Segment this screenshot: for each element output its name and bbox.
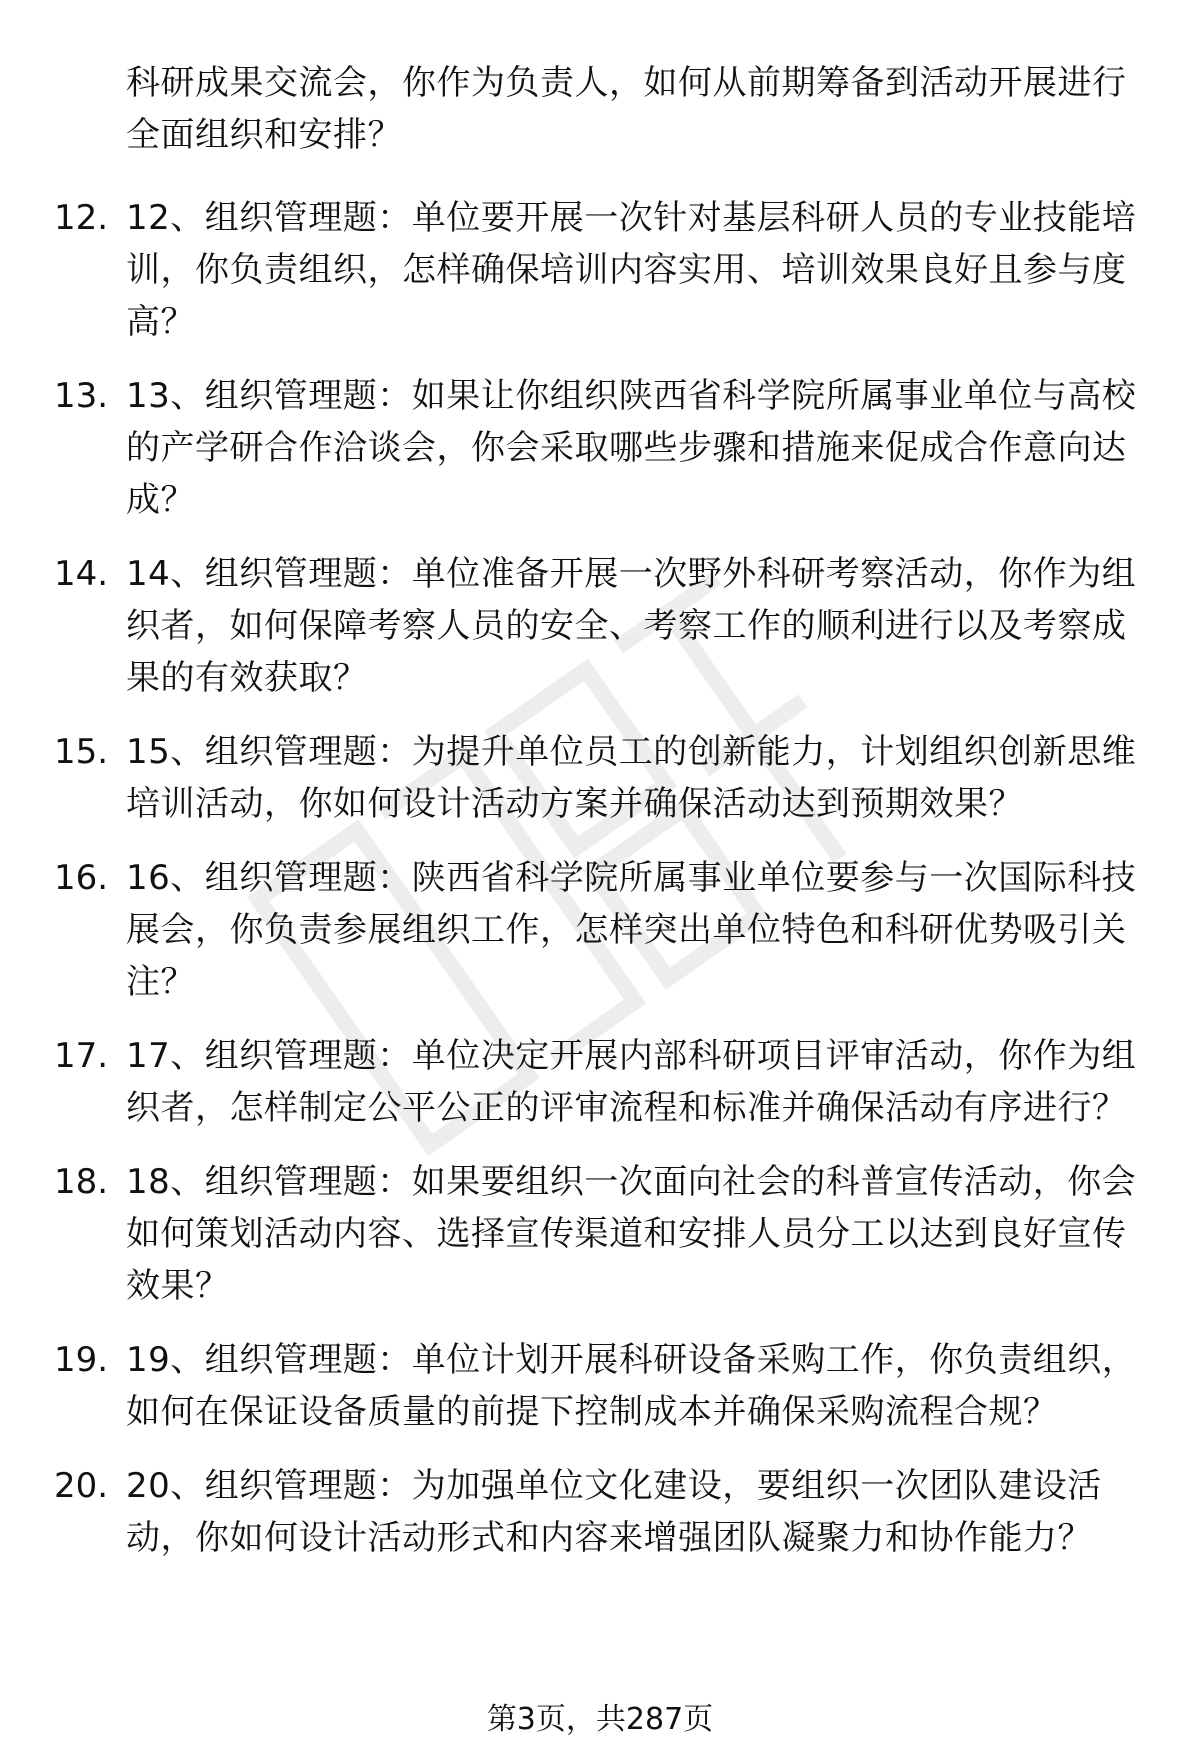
question-item — [0, 548, 1200, 704]
question-text: 12、组织管理题：单位要开展一次针对基层科研人员的专业技能培训，你负责组织，怎样确保培训内容实用、培训效果良好且参与度高？ — [126, 198, 1137, 342]
question-number: 12. — [54, 198, 109, 238]
question-text: 14、组织管理题：单位准备开展一次野外科研考察活动，你作为组织者，如何保障考察人员的安全、考察工作的顺利进行以及考察成果的有效获取？ — [126, 554, 1137, 698]
page-footer: 第3页，共287页 — [486, 1702, 714, 1737]
question-text: 16、组织管理题：陕西省科学院所属事业单位要参与一次国际科技展会，你负责参展组织工作，怎样突出单位特色和科研优势吸引关注？ — [126, 858, 1137, 1002]
question-number: 13. — [54, 376, 109, 416]
question-text: 19、组织管理题：单位计划开展科研设备采购工作，你负责组织，如何在保证设备质量的前提下控制成本并确保采购流程合规？ — [126, 1340, 1137, 1432]
question-item — [0, 370, 1200, 526]
question-item — [0, 726, 1200, 830]
question-item — [0, 852, 1200, 1008]
question-item — [0, 1334, 1200, 1438]
continuation-text: 科研成果交流会，你作为负责人，如何从前期筹备到活动开展进行全面组织和安排？ — [126, 63, 1127, 155]
question-number: 17. — [54, 1036, 109, 1076]
question-number: 18. — [54, 1162, 109, 1202]
question-number: 19. — [54, 1340, 109, 1380]
question-text: 18、组织管理题：如果要组织一次面向社会的科普宣传活动，你会如何策划活动内容、选择宣传渠道和安排人员分工以达到良好宣传效果？ — [126, 1162, 1137, 1306]
question-text: 13、组织管理题：如果让你组织陕西省科学院所属事业单位与高校的产学研合作洽谈会，你会采取哪些步骤和措施来促成合作意向达成？ — [126, 376, 1137, 520]
question-item — [0, 192, 1200, 348]
question-item — [0, 1460, 1200, 1564]
question-text: 17、组织管理题：单位决定开展内部科研项目评审活动，你作为组织者，怎样制定公平公正的评审流程和标准并确保活动有序进行？ — [126, 1036, 1137, 1128]
question-list — [0, 192, 1200, 1586]
question-number: 20. — [54, 1466, 109, 1506]
question-item — [0, 1156, 1200, 1312]
question-number: 14. — [54, 554, 109, 594]
question-text: 20、组织管理题：为加强单位文化建设，要组织一次团队建设活动，你如何设计活动形式和内容来增强团队凝聚力和协作能力？ — [126, 1466, 1102, 1558]
question-item — [0, 1030, 1200, 1134]
question-number: 15. — [54, 732, 109, 772]
question-number: 16. — [54, 858, 109, 898]
question-text: 15、组织管理题：为提升单位员工的创新能力，计划组织创新思维培训活动，你如何设计活动方案并确保活动达到预期效果？ — [126, 732, 1137, 824]
